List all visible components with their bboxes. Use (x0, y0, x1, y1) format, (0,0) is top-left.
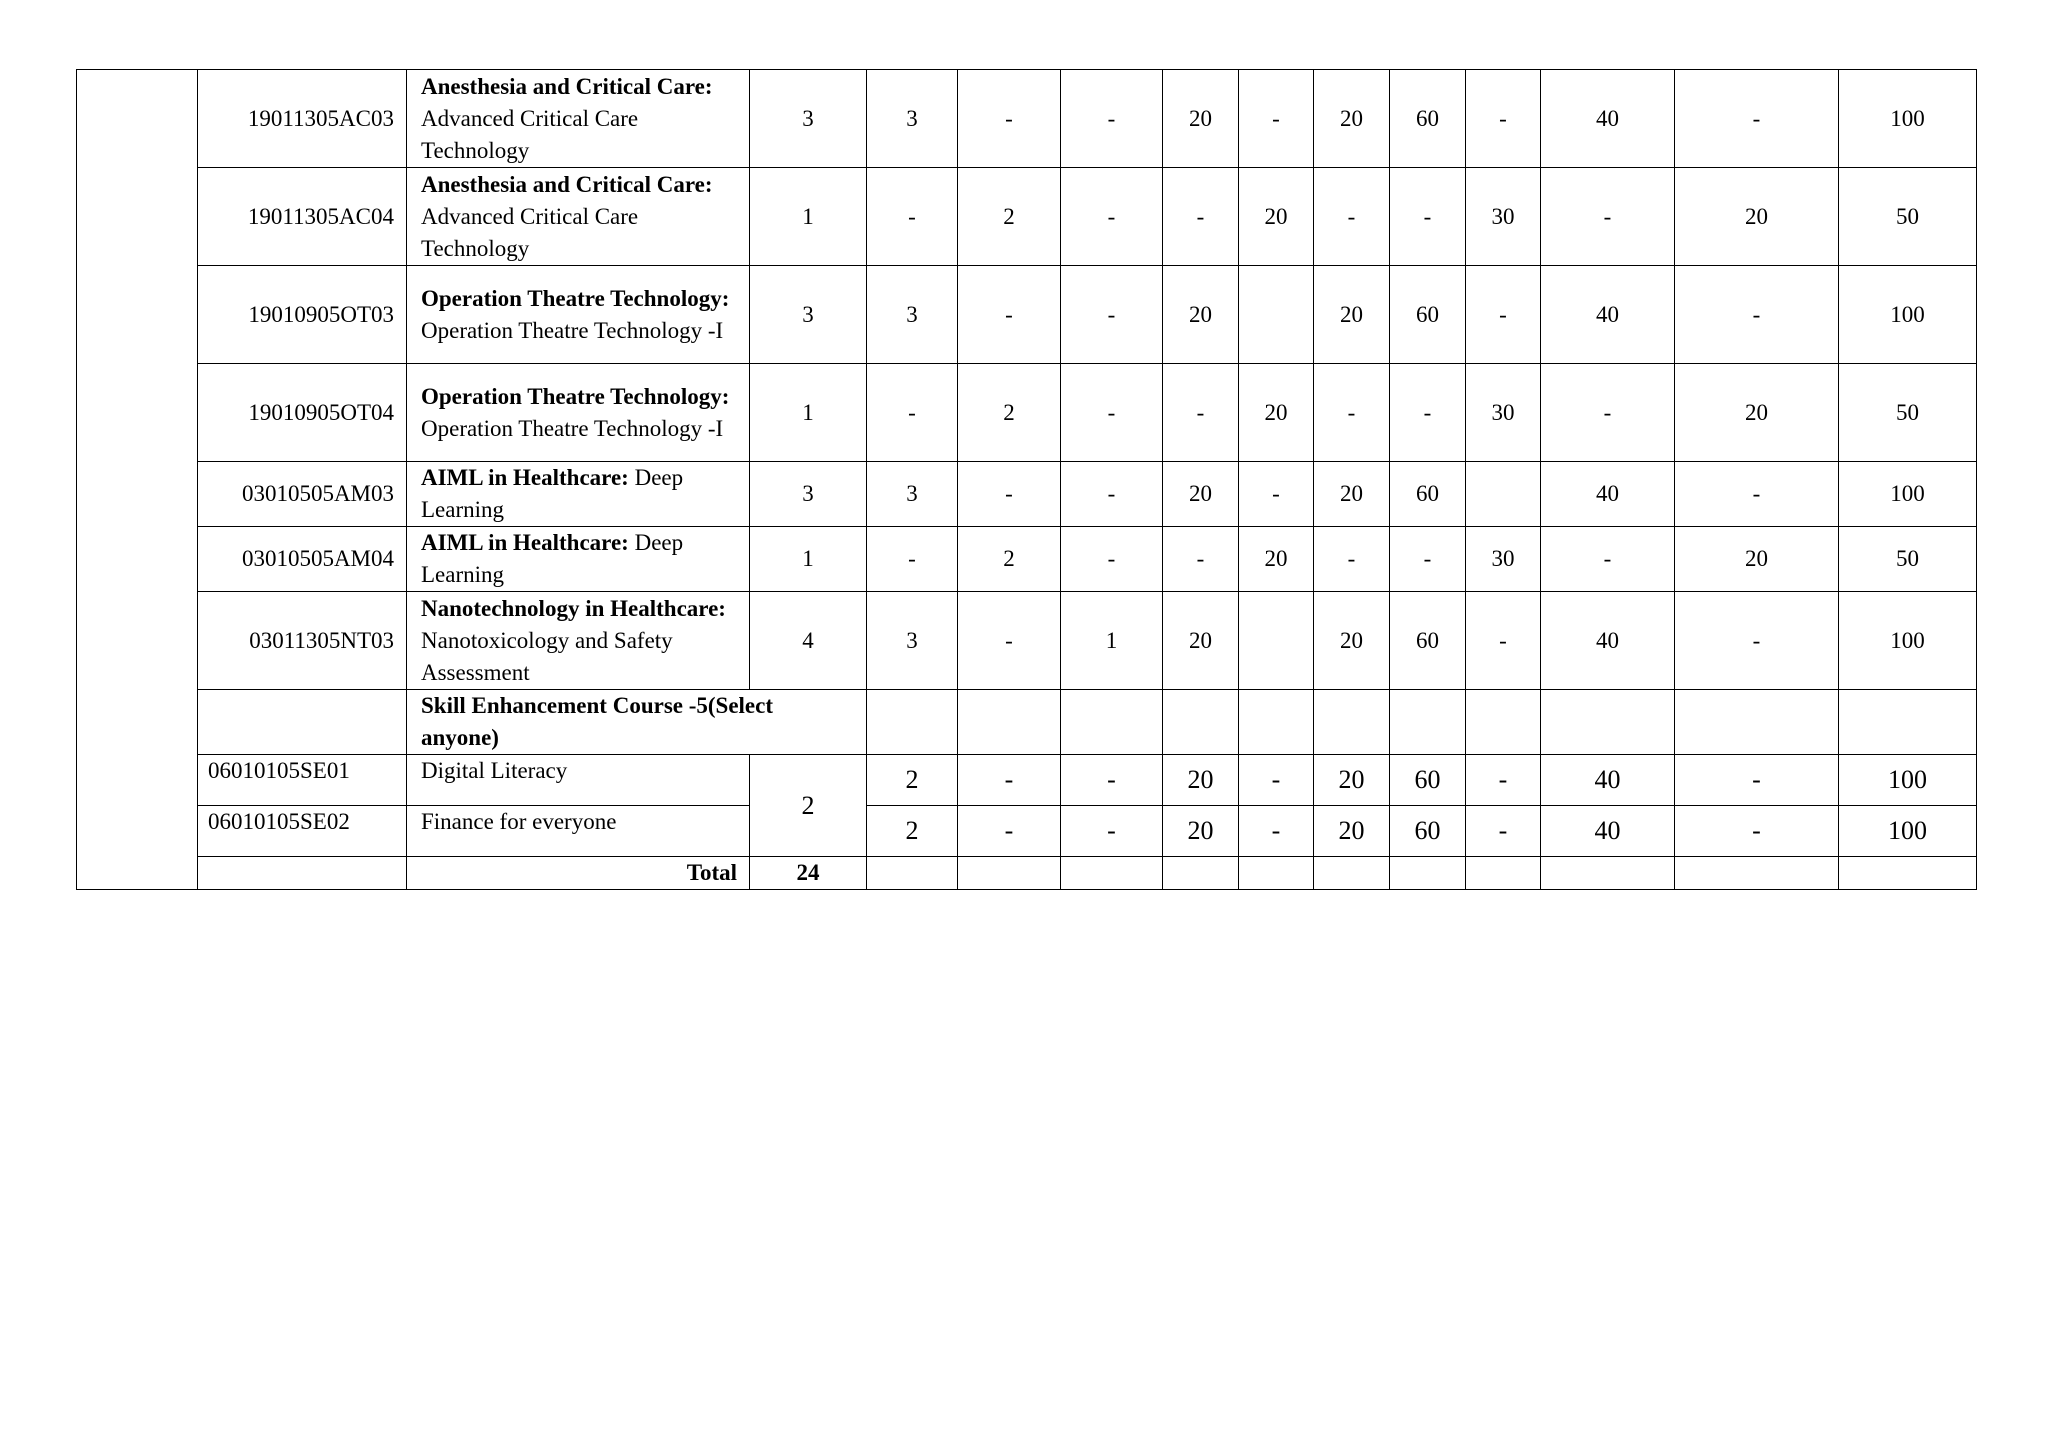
empty-cell (958, 857, 1061, 890)
value-cell: - (958, 592, 1061, 690)
empty-cell (198, 857, 407, 890)
value-cell: 40 (1541, 266, 1675, 364)
value-cell: 20 (1163, 806, 1239, 857)
section-heading-text: Skill Enhancement Course -5(Select anyone) (421, 693, 774, 750)
value-cell: 20 (1163, 266, 1239, 364)
credits-cell: 4 (750, 592, 867, 690)
course-category: Operation Theatre Technology: (421, 383, 730, 409)
table-row (77, 755, 1977, 806)
value-cell: - (1314, 168, 1390, 266)
credits-cell: 3 (750, 462, 867, 527)
value-cell: - (1239, 806, 1314, 857)
course-title (407, 527, 750, 592)
value-cell: - (1061, 806, 1163, 857)
value-cell: - (1390, 527, 1466, 592)
course-title: Digital Literacy (407, 755, 750, 806)
empty-cell (1541, 690, 1675, 755)
value-cell: 100 (1839, 70, 1977, 168)
value-cell: - (867, 168, 958, 266)
value-cell: 40 (1541, 806, 1675, 857)
value-cell: 60 (1390, 70, 1466, 168)
table-row (77, 592, 1977, 690)
empty-cell (1466, 690, 1541, 755)
value-cell: 40 (1541, 70, 1675, 168)
total-row (77, 857, 1977, 890)
value-cell: 20 (1163, 462, 1239, 527)
value-cell: - (1061, 266, 1163, 364)
course-category: AIML in Healthcare: (421, 465, 629, 490)
table-row (77, 462, 1977, 527)
course-code: 03010505AM04 (198, 527, 407, 592)
empty-cell (1390, 857, 1466, 890)
value-cell: 100 (1839, 592, 1977, 690)
value-cell: - (1163, 168, 1239, 266)
value-cell: 20 (1314, 462, 1390, 527)
value-cell: - (1239, 755, 1314, 806)
semester-cell (77, 70, 198, 890)
value-cell: - (1061, 462, 1163, 527)
table-row (77, 806, 1977, 857)
value-cell: 20 (1675, 527, 1839, 592)
value-cell: 20 (1314, 266, 1390, 364)
table-row (77, 266, 1977, 364)
value-cell: - (958, 806, 1061, 857)
empty-cell (1839, 857, 1977, 890)
credits-cell: 1 (750, 527, 867, 592)
course-name: Deep Learning (421, 530, 684, 587)
value-cell: 100 (1839, 266, 1977, 364)
value-cell: - (1541, 527, 1675, 592)
value-cell: 20 (1314, 70, 1390, 168)
value-cell: - (1314, 527, 1390, 592)
section-heading (407, 690, 867, 755)
value-cell: - (1675, 462, 1839, 527)
value-cell: 3 (867, 462, 958, 527)
course-category: AIML in Healthcare: (421, 530, 629, 555)
course-category: Nanotechnology in Healthcare: (421, 595, 726, 621)
credits-cell: 3 (750, 70, 867, 168)
total-credits: 24 (750, 857, 867, 890)
credits-cell: 1 (750, 168, 867, 266)
table-row (77, 527, 1977, 592)
empty-cell (1239, 857, 1314, 890)
value-cell: - (1163, 527, 1239, 592)
value-cell: 2 (958, 527, 1061, 592)
value-cell: - (1675, 592, 1839, 690)
empty-cell (1061, 690, 1163, 755)
value-cell: 30 (1466, 364, 1541, 462)
value-cell: - (1541, 364, 1675, 462)
value-cell: 20 (1675, 168, 1839, 266)
value-cell: 60 (1390, 266, 1466, 364)
value-cell: - (1675, 70, 1839, 168)
value-cell: - (1466, 70, 1541, 168)
value-cell: 30 (1466, 168, 1541, 266)
course-name: Operation Theatre Technology -I (421, 415, 724, 441)
value-cell: 60 (1390, 462, 1466, 527)
value-cell: 20 (1239, 364, 1314, 462)
value-cell: - (1675, 806, 1839, 857)
value-cell (1239, 266, 1314, 364)
value-cell: - (1239, 70, 1314, 168)
empty-cell (198, 690, 407, 755)
value-cell: 20 (1163, 755, 1239, 806)
empty-cell (867, 857, 958, 890)
course-name: Operation Theatre Technology -I (421, 317, 724, 343)
course-title (407, 70, 750, 168)
course-name: Advanced Critical Care Technology (421, 203, 639, 261)
empty-cell (1314, 690, 1390, 755)
value-cell: - (958, 70, 1061, 168)
value-cell: 60 (1390, 806, 1466, 857)
value-cell: - (1466, 266, 1541, 364)
value-cell: 20 (1163, 70, 1239, 168)
value-cell: - (958, 266, 1061, 364)
value-cell: 50 (1839, 364, 1977, 462)
value-cell: 100 (1839, 806, 1977, 857)
value-cell: - (1061, 527, 1163, 592)
value-cell: 20 (1163, 592, 1239, 690)
course-category: Anesthesia and Critical Care: (421, 73, 713, 99)
value-cell: 3 (867, 592, 958, 690)
value-cell: 20 (1239, 168, 1314, 266)
total-label: Total (407, 857, 750, 890)
value-cell: 20 (1675, 364, 1839, 462)
empty-cell (1163, 690, 1239, 755)
value-cell: 3 (867, 266, 958, 364)
empty-cell (1061, 857, 1163, 890)
value-cell: 1 (1061, 592, 1163, 690)
value-cell: - (1163, 364, 1239, 462)
value-cell: - (1466, 755, 1541, 806)
credits-cell: 1 (750, 364, 867, 462)
course-code: 19011305AC03 (198, 70, 407, 168)
value-cell: - (1541, 168, 1675, 266)
course-name: Advanced Critical Care Technology (421, 105, 639, 163)
empty-cell (1163, 857, 1239, 890)
course-title (407, 168, 750, 266)
value-cell: - (1061, 168, 1163, 266)
table-row (77, 168, 1977, 266)
value-cell: - (1466, 592, 1541, 690)
course-code: 06010105SE02 (198, 806, 407, 857)
value-cell: 30 (1466, 527, 1541, 592)
empty-cell (1466, 857, 1541, 890)
course-title (407, 592, 750, 690)
value-cell (1466, 462, 1541, 527)
empty-cell (1675, 857, 1839, 890)
course-code: 19010905OT03 (198, 266, 407, 364)
value-cell: 20 (1314, 592, 1390, 690)
value-cell: - (958, 755, 1061, 806)
scheme-table (76, 69, 1977, 890)
empty-cell (958, 690, 1061, 755)
value-cell: - (1675, 266, 1839, 364)
course-category: Operation Theatre Technology: (421, 285, 730, 311)
empty-cell (867, 690, 958, 755)
empty-cell (1675, 690, 1839, 755)
table-row (77, 70, 1977, 168)
value-cell: 3 (867, 70, 958, 168)
value-cell: - (867, 527, 958, 592)
value-cell: - (867, 364, 958, 462)
course-code: 19011305AC04 (198, 168, 407, 266)
value-cell: 20 (1239, 527, 1314, 592)
course-title (407, 462, 750, 527)
course-title: Finance for everyone (407, 806, 750, 857)
value-cell: 50 (1839, 168, 1977, 266)
value-cell: 2 (867, 755, 958, 806)
course-code: 03011305NT03 (198, 592, 407, 690)
value-cell: - (1061, 364, 1163, 462)
course-name: Deep Learning (421, 465, 684, 522)
credits-cell: 2 (750, 755, 867, 857)
value-cell (1239, 592, 1314, 690)
empty-cell (1541, 857, 1675, 890)
section-heading-row (77, 690, 1977, 755)
course-title (407, 266, 750, 364)
table-row (77, 364, 1977, 462)
value-cell: - (1390, 168, 1466, 266)
value-cell: - (1675, 755, 1839, 806)
value-cell: 2 (867, 806, 958, 857)
course-code: 03010505AM03 (198, 462, 407, 527)
value-cell: - (1314, 364, 1390, 462)
value-cell: - (1390, 364, 1466, 462)
course-title (407, 364, 750, 462)
empty-cell (1390, 690, 1466, 755)
value-cell: 2 (958, 364, 1061, 462)
value-cell: 60 (1390, 592, 1466, 690)
value-cell: - (1239, 462, 1314, 527)
value-cell: 100 (1839, 462, 1977, 527)
value-cell: 20 (1314, 755, 1390, 806)
value-cell: 2 (958, 168, 1061, 266)
value-cell: - (1466, 806, 1541, 857)
empty-cell (1239, 690, 1314, 755)
value-cell: - (1061, 755, 1163, 806)
credits-cell: 3 (750, 266, 867, 364)
value-cell: 60 (1390, 755, 1466, 806)
value-cell: - (958, 462, 1061, 527)
course-category: Anesthesia and Critical Care: (421, 171, 713, 197)
empty-cell (1839, 690, 1977, 755)
value-cell: 40 (1541, 755, 1675, 806)
course-code: 06010105SE01 (198, 755, 407, 806)
value-cell: 50 (1839, 527, 1977, 592)
value-cell: 40 (1541, 462, 1675, 527)
value-cell: 100 (1839, 755, 1977, 806)
value-cell: - (1061, 70, 1163, 168)
scheme-table-container (76, 69, 1977, 890)
course-code: 19010905OT04 (198, 364, 407, 462)
empty-cell (1314, 857, 1390, 890)
course-name: Nanotoxicology and Safety Assessment (421, 627, 673, 685)
value-cell: 40 (1541, 592, 1675, 690)
value-cell: 20 (1314, 806, 1390, 857)
